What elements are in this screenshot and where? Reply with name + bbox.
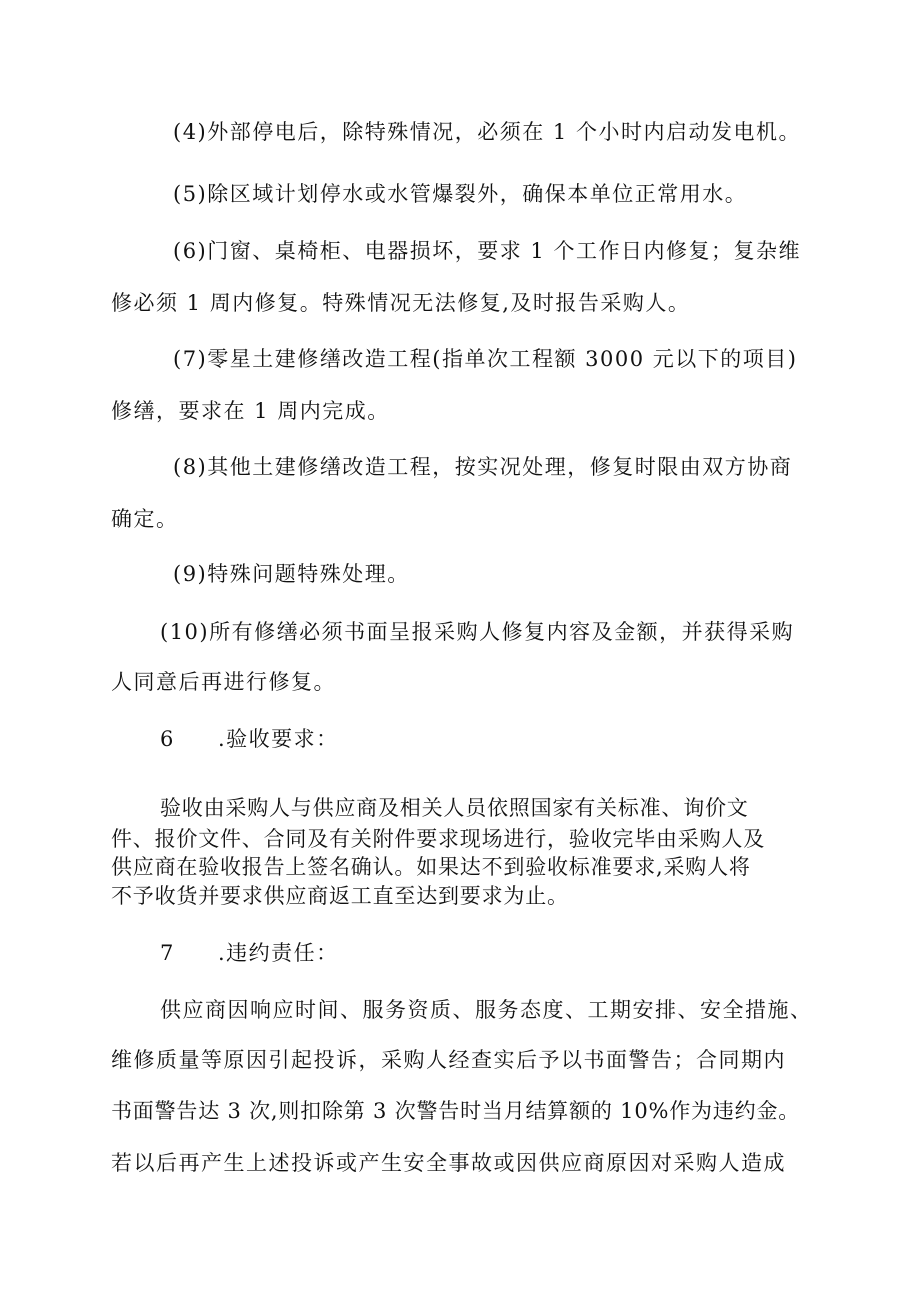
section-7-body-line-3: 书面警告达 3 次,则扣除第 3 次警告时当月结算额的 10%作为违约金。: [111, 1099, 801, 1123]
item-6-line-1: (6)门窗、桌椅柜、电器损坏，要求 1 个工作日内修复；复杂维: [173, 239, 801, 263]
section-6-body-line-1: 验收由采购人与供应商及相关人员依照国家有关标准、询价文: [160, 796, 749, 820]
section-6-body-line-4: 不予收货并要求供应商返工直至达到要求为止。: [111, 884, 569, 908]
section-6-heading: [160, 725, 339, 753]
item-9: (9)特殊问题特殊处理。: [173, 562, 410, 586]
section-7-heading: [160, 939, 339, 967]
section-6-body-line-2: 件、报价文件、合同及有关附件要求现场进行，验收完毕由采购人及: [111, 827, 765, 851]
section-7-number: 7: [160, 941, 175, 965]
section-6-number: 6: [160, 727, 175, 751]
item-7-line-1: (7)零星土建修缮改造工程(指单次工程额 3000 元以下的项目): [173, 347, 798, 371]
item-10-line-2: 人同意后再进行修复。: [111, 670, 336, 694]
item-10-line-1: (10)所有修缮必须书面呈报采购人修复内容及金额，并获得采购: [160, 620, 795, 644]
section-7-body-line-1: 供应商因响应时间、服务资质、服务态度、工期安排、安全措施、: [160, 998, 813, 1022]
item-4: (4)外部停电后，除特殊情况，必须在 1 个小时内启动发电机。: [173, 120, 801, 144]
item-6-line-2: 修必须 1 周内修复。特殊情况无法修复,及时报告采购人。: [111, 291, 691, 315]
item-8-line-2: 确定。: [111, 507, 179, 531]
section-6-title: .验收要求：: [218, 727, 339, 751]
item-7-line-2: 修缮，要求在 1 周内完成。: [111, 399, 390, 423]
section-6-body-line-3: 供应商在验收报告上签名确认。如果达不到验收标准要求,采购人将: [111, 855, 751, 879]
item-5: (5)除区域计划停水或水管爆裂外，确保本单位正常用水。: [173, 182, 748, 206]
item-8-line-1: (8)其他土建修缮改造工程，按实况处理，修复时限由双方协商: [173, 455, 793, 479]
section-7-body-line-2: 维修质量等原因引起投诉，采购人经查实后予以书面警告；合同期内: [111, 1048, 786, 1072]
section-7-body-line-4: 若以后再产生上述投诉或产生安全事故或因供应商原因对采购人造成: [111, 1151, 786, 1175]
section-7-title: .违约责任：: [218, 941, 339, 965]
